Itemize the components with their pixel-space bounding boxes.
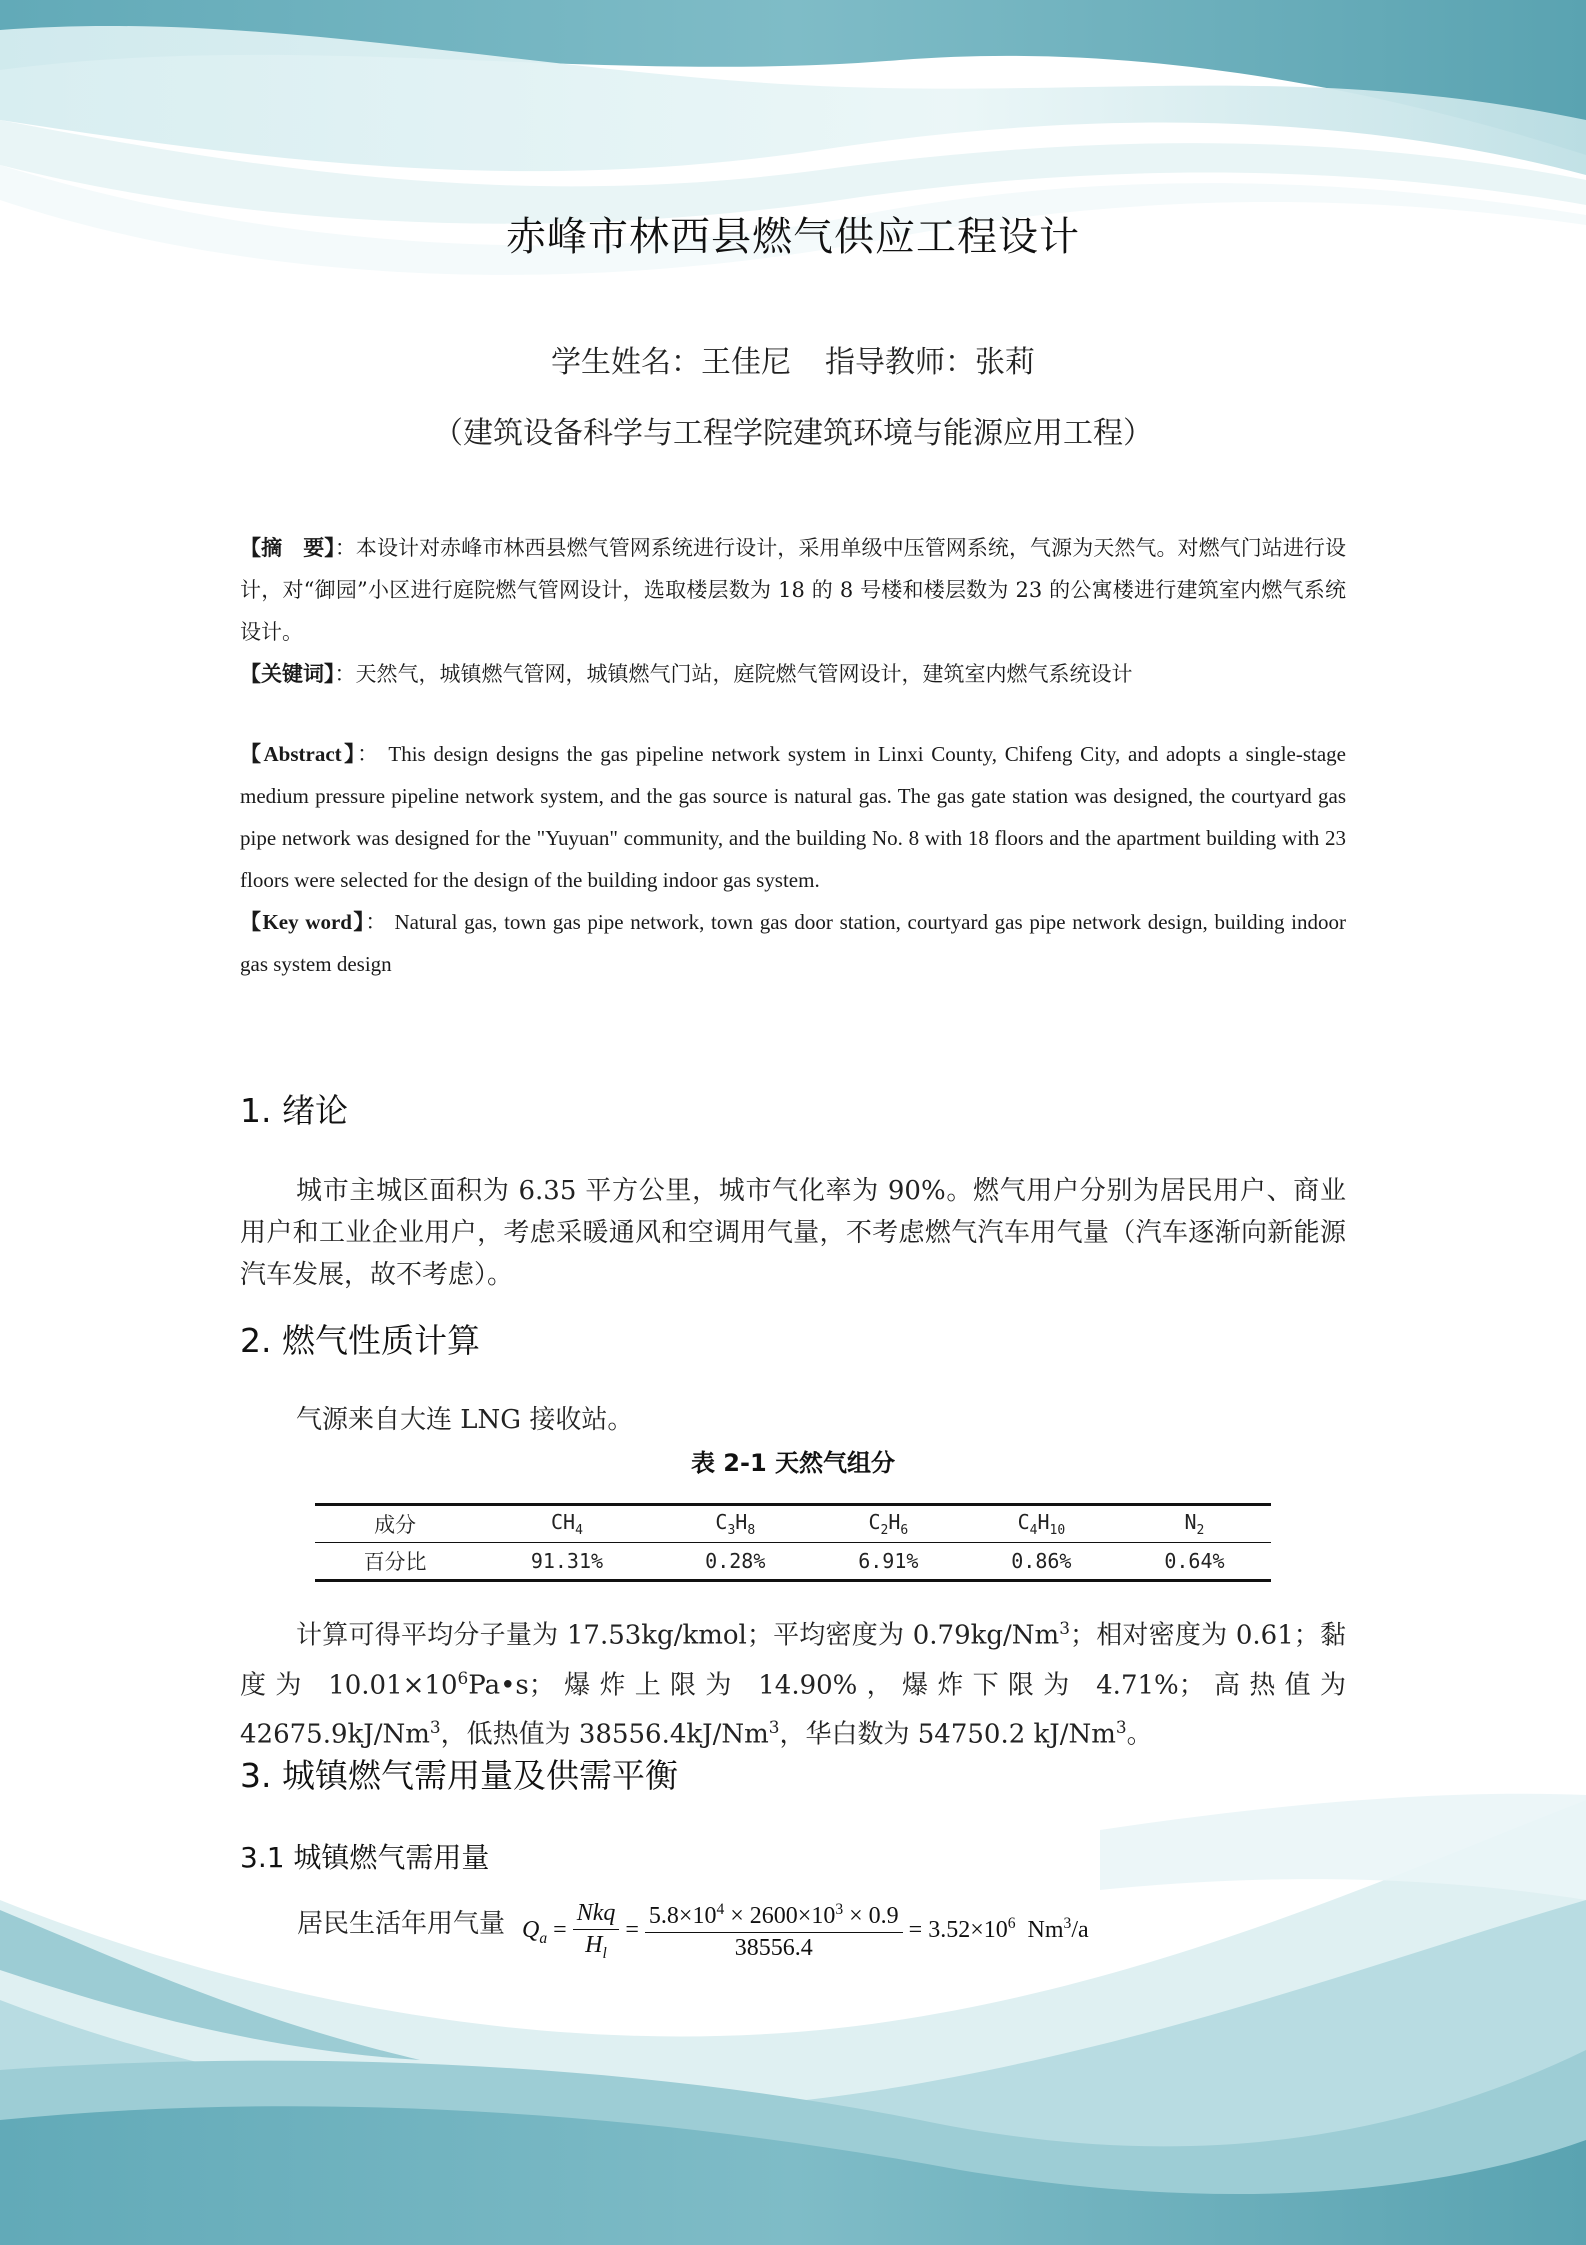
affiliation: （建筑设备科学与工程学院建筑环境与能源应用工程） bbox=[433, 416, 1153, 451]
english-keywords bbox=[240, 901, 1346, 985]
advisor-name: 指导教师：张莉 bbox=[825, 345, 1035, 380]
section-1-body bbox=[240, 1170, 1346, 1296]
section-2-calc-block bbox=[240, 1607, 1346, 1756]
section-2-calc-paragraph: 计算可得平均分子量为 17.53kg/kmol；平均密度为 0.79kg/Nm$^3$；相对密度为 0.61；黏度为 $10.01\times 10^6Pa•s$；爆炸上限为 14.90%，爆炸下限为 4.71%；高热值为 42675.9kJ/Nm$^3$，低热值为 38556.4kJ/Nm$^3$，华白数为 54750.2 kJ/Nm$^3$。 bbox=[240, 1618, 1346, 1750]
chinese-keywords bbox=[240, 653, 1346, 695]
residential-gas-formula: $Q_a$ = $\frac{\text{Nkq}}{H_l}$ = $\frac{5.8\times 10^4 \times 2600\times 10^3 \times 0.9}{38556.4}$ = $3.52\times 10^6$ Nm$^3$/a bbox=[522, 1900, 1089, 1962]
table-cell: 0.64% bbox=[1118, 1543, 1271, 1581]
table-cell: 6.91% bbox=[812, 1543, 965, 1581]
formula-lhs: $Q_a$ bbox=[522, 1916, 548, 1947]
formula-label: 居民生活年用气量 bbox=[297, 1909, 506, 1939]
chinese-keywords-label: 【关键词】 bbox=[240, 661, 335, 686]
formula-fraction-symbolic: $\frac{\text{Nkq}}{H_l}$ bbox=[573, 1900, 620, 1963]
table-cell: 0.28% bbox=[659, 1543, 812, 1581]
section-1-paragraph: 城市主城区面积为 6.35 平方公里，城市气化率为 90%。燃气用户分别为居民用户、商业用户和工业企业用户，考虑采暖通风和空调用气量，不考虑燃气汽车用气量（汽车逐渐向新能源汽车发展，故不考虑）。 bbox=[240, 1176, 1346, 1290]
header-cell-component: 成分 bbox=[315, 1505, 475, 1543]
paper-title: 赤峰市林西县燃气供应工程设计 bbox=[506, 214, 1080, 260]
english-keywords-text: ： Natural gas, town gas pipe network, town gas door station, courtyard gas pipe network design, building indoor gas system design bbox=[240, 910, 1346, 976]
section-1-heading: 1. 绪论 bbox=[240, 1091, 348, 1130]
header-cell-n2: $N_2$ bbox=[1118, 1505, 1271, 1543]
header-cell-c2h6: $C_2H_6$ bbox=[812, 1505, 965, 1543]
header-cell-c4h10: $C_4H_{10}$ bbox=[965, 1505, 1118, 1543]
chinese-abstract-text: ：本设计对赤峰市林西县燃气管网系统进行设计，采用单级中压管网系统，气源为天然气。对燃气门站进行设计，对“御园”小区进行庭院燃气管网设计，选取楼层数为 18 的 8 号楼和楼层数为 23 的公寓楼进行建筑室内燃气系统设计。 bbox=[240, 536, 1347, 644]
table-caption: 表 2-1 天然气组分 bbox=[690, 1449, 896, 1477]
author-line bbox=[0, 337, 1586, 381]
chinese-keywords-text: ：天然气，城镇燃气管网，城镇燃气门站，庭院燃气管网设计，建筑室内燃气系统设计 bbox=[334, 662, 1133, 686]
table-cell: 0.86% bbox=[965, 1543, 1118, 1581]
formula-result: = $3.52\times 10^6$ Nm$^3$/a bbox=[908, 1914, 1089, 1943]
table-row bbox=[315, 1543, 1271, 1581]
chinese-abstract-block bbox=[240, 527, 1346, 695]
gas-composition-table bbox=[315, 1503, 1271, 1582]
chinese-abstract-label: 【摘 要】 bbox=[240, 535, 335, 560]
table-header-row bbox=[315, 1505, 1271, 1543]
student-name: 学生姓名：王佳尼 bbox=[551, 345, 791, 380]
english-abstract-label: 【Abstract】 bbox=[240, 742, 358, 766]
row-label-percent: 百分比 bbox=[315, 1543, 475, 1581]
header-cell-ch4: $CH_4$ bbox=[475, 1505, 659, 1543]
section-3-1-heading: 3.1 城镇燃气需用量 bbox=[240, 1841, 490, 1874]
english-abstract bbox=[240, 733, 1346, 901]
section-2-heading: 2. 燃气性质计算 bbox=[240, 1321, 480, 1360]
english-abstract-block bbox=[240, 733, 1346, 985]
english-abstract-text: ： This design designs the gas pipeline network system in Linxi County, Chifeng City, and adopts a single-stage medium pressure pipeline network system, and the gas source is natural gas. The gas gate station was designed, the courtyard gas pipe network was designed for the "Yuyuan" community, and the building No. 8 with 18 floors and the apartment building with 23 floors were selected for the design of the building indoor gas system. bbox=[240, 742, 1346, 892]
table-cell: 91.31% bbox=[475, 1543, 659, 1581]
english-keywords-label: 【Key word】 bbox=[240, 910, 366, 934]
chinese-abstract bbox=[240, 527, 1346, 653]
section-2-intro bbox=[240, 1399, 1346, 1441]
formula-fraction-numeric: $\frac{5.8\times 10^4 \times 2600\times 10^3 \times 0.9}{38556.4}$ bbox=[645, 1901, 903, 1962]
section-3-heading: 3. 城镇燃气需用量及供需平衡 bbox=[240, 1756, 678, 1795]
section-2-paragraph: 气源来自大连 LNG 接收站。 bbox=[296, 1405, 634, 1435]
header-cell-c3h8: $C_3H_8$ bbox=[659, 1505, 812, 1543]
